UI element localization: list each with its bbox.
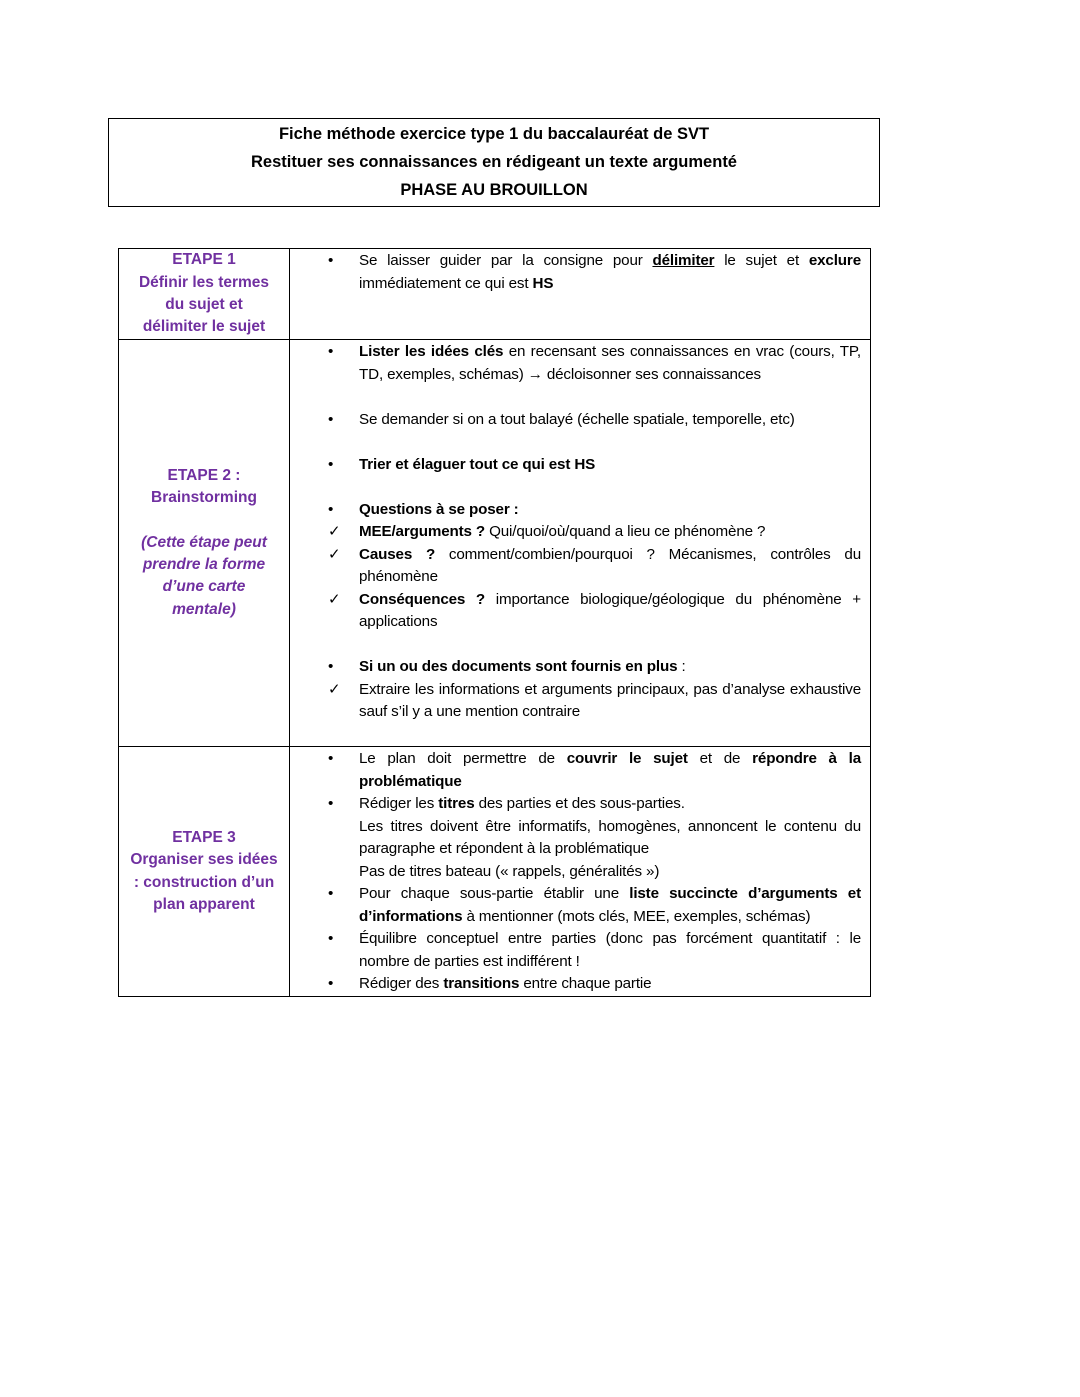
bullet-icon: • <box>328 252 334 269</box>
bold-keyword: répondre à la problématique <box>359 750 861 790</box>
bold-keyword: Causes ? <box>359 545 436 563</box>
spacer <box>290 476 861 499</box>
text-segment: Se demander si on a tout balayé (échelle spatiale, temporelle, etc) <box>359 410 795 428</box>
text-segment: immédiatement ce qui est <box>359 274 533 292</box>
bold-keyword: Si un ou des documents sont fournis en plus <box>359 658 678 675</box>
checklist-item <box>290 521 861 544</box>
bullet-icon: • <box>328 410 334 428</box>
bold-keyword: Conséquences ? <box>359 590 486 608</box>
text-segment: importance biologique/géologique du phénomène + applications <box>359 590 861 630</box>
text-segment: Le plan doit permettre de <box>359 750 567 767</box>
text-segment: Rédiger des <box>359 975 444 992</box>
step-label-line: Brainstorming <box>151 489 257 507</box>
spacer <box>290 386 861 409</box>
text-segment: à mentionner (mots clés, MEE, exemples, schémas) <box>462 907 811 925</box>
text-segment: entre chaque partie <box>519 975 652 992</box>
step-label-line: plan apparent <box>153 895 255 913</box>
bullet-icon: • <box>328 455 334 473</box>
step-label-cell <box>119 747 290 997</box>
step-label-line: (Cette étape peut <box>141 533 267 551</box>
text-segment: et de <box>687 750 753 767</box>
bullet-item <box>290 341 861 386</box>
text-segment: Qui/quoi/où/quand a lieu ce phénomène ? <box>485 523 766 540</box>
step-label-line: du sujet et <box>165 296 243 313</box>
header-phase: PHASE AU BROUILLON <box>400 181 588 199</box>
step-label-line: Organiser ses idées <box>130 851 278 869</box>
checkmark-icon: ✓ <box>328 545 341 563</box>
bold-keyword: HS <box>532 274 554 292</box>
bold-keyword: MEE/arguments ? <box>359 523 486 540</box>
bullet-icon: • <box>328 795 334 812</box>
step-label-line: ETAPE 3 <box>172 828 236 846</box>
header-subtitle: Restituer ses connaissances en rédigeant un texte argumenté <box>250 153 737 171</box>
step-label-line: d’une carte <box>162 578 246 596</box>
text-segment: Pour chaque sous-partie établir une <box>359 885 630 902</box>
bullet-item <box>290 928 861 973</box>
bullet-icon: • <box>328 885 334 902</box>
bullet-icon: • <box>328 975 334 992</box>
text-segment: en recensant ses connaissances en vrac (cours, TP, TD, exemples, schémas) → décloisonner ses connaissances <box>359 343 861 383</box>
step-label-line: ETAPE 2 : <box>167 466 241 484</box>
spacer <box>290 431 861 454</box>
step-content-cell <box>290 747 871 997</box>
bullet-icon: • <box>328 343 334 360</box>
text-segment: Équilibre conceptuel entre parties (donc pas forcément quantitatif : le nombre de parties est indifférent ! <box>359 930 861 970</box>
text-segment: Les titres doivent être informatifs, homogènes, annoncent le contenu du paragraphe et répondent à la problématique <box>359 817 861 857</box>
bold-keyword: Lister les idées clés <box>359 343 504 360</box>
bullet-icon: • <box>328 658 334 675</box>
table-row-etape-1 <box>119 249 871 340</box>
step-label-cell <box>119 340 290 747</box>
checkmark-icon: ✓ <box>328 590 341 608</box>
table-row-etape-3 <box>119 747 871 997</box>
bullet-item <box>290 748 861 793</box>
bullet-icon: • <box>328 750 334 767</box>
text-segment: Pas de titres bateau (« rappels, généralités ») <box>359 862 660 880</box>
bullet-item <box>290 973 861 996</box>
step-label-line: mentale) <box>172 600 236 618</box>
underlined-keyword: délimiter <box>652 252 715 269</box>
step-content-cell <box>290 249 871 340</box>
checkmark-icon: ✓ <box>328 680 341 698</box>
step-label-line: prendre la forme <box>142 556 266 574</box>
text-segment: Se laisser guider par la consigne pour <box>359 252 653 269</box>
bullet-item <box>290 250 861 295</box>
step-content-cell <box>290 340 871 747</box>
bold-keyword: titres <box>438 795 475 812</box>
text-segment: Extraire les informations et arguments principaux, pas d’analyse exhaustive sauf s’il y a une mention contraire <box>359 680 861 720</box>
method-table <box>118 248 871 997</box>
bullet-item <box>290 499 861 522</box>
checklist-item <box>290 544 861 589</box>
bold-keyword: Questions à se poser : <box>359 500 519 518</box>
bold-keyword: couvrir le sujet <box>566 750 688 767</box>
document-header <box>108 118 880 207</box>
step-label-line: : construction d’un <box>133 873 275 891</box>
bullet-item <box>290 656 861 679</box>
step-label-line: Définir les termes <box>138 273 270 291</box>
bold-keyword: transitions <box>443 975 520 992</box>
table-row-etape-2 <box>119 340 871 747</box>
bold-keyword: exclure <box>808 252 861 269</box>
bullet-item <box>290 793 861 816</box>
checkmark-icon: ✓ <box>328 523 341 540</box>
bullet-icon: • <box>328 930 334 947</box>
step-label-line <box>119 510 289 532</box>
bullet-item <box>290 454 861 477</box>
text-segment: Rédiger les <box>359 795 439 812</box>
bold-keyword: Trier et élaguer tout ce qui est HS <box>359 455 596 473</box>
text-segment: : <box>677 658 686 675</box>
text-segment: des parties et des sous-parties. <box>474 795 685 812</box>
text-segment: comment/combien/pourquoi ? Mécanismes, contrôles du phénomène <box>359 545 862 585</box>
bullet-item <box>290 883 861 928</box>
bullet-item <box>290 816 861 861</box>
step-label-line: ETAPE 1 <box>172 251 236 269</box>
bullet-icon: • <box>328 500 334 518</box>
header-title: Fiche méthode exercice type 1 du baccalauréat de SVT <box>278 125 710 143</box>
bullet-item <box>290 409 861 432</box>
spacer <box>290 634 861 657</box>
checklist-item <box>290 679 861 724</box>
checklist-item <box>290 589 861 634</box>
bold-keyword: liste succincte d’arguments et d’informations <box>359 885 861 925</box>
step-label-cell <box>119 249 290 340</box>
bullet-item <box>290 861 861 884</box>
text-segment: le sujet et <box>714 252 809 269</box>
step-label-line: délimiter le sujet <box>142 318 266 336</box>
